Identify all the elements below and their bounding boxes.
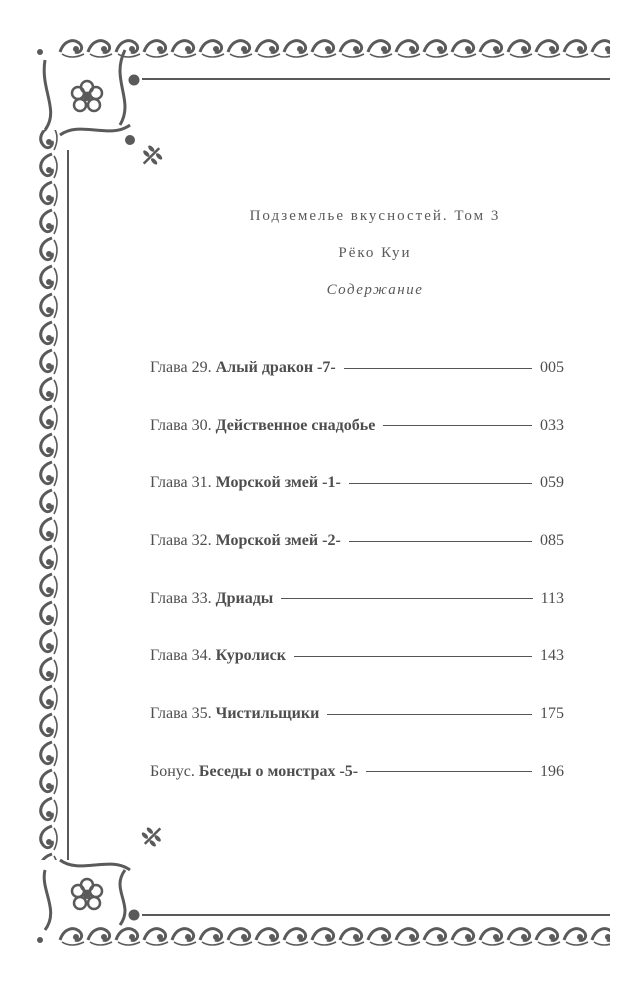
table-of-contents: [150, 356, 564, 818]
toc-entry: [150, 356, 564, 380]
chapter-number: Глава 34.: [150, 647, 212, 665]
chapter-number: Глава 30.: [150, 416, 212, 434]
toc-entry: [150, 760, 564, 784]
chapter-title: Куролиск: [215, 647, 286, 665]
chapter-number: Глава 31.: [150, 474, 212, 492]
leader-line: [349, 483, 532, 484]
toc-entry: [150, 644, 564, 668]
toc-entry: [150, 702, 564, 726]
leader-line: [366, 771, 532, 772]
top-scroll-band: [58, 36, 610, 60]
leader-line: [344, 368, 532, 369]
bottom-scroll-band: [58, 922, 610, 946]
toc-entry: [150, 529, 564, 553]
page-number: 196: [540, 762, 564, 780]
chapter-title: Дриады: [215, 589, 274, 607]
leader-line: [294, 656, 532, 657]
chapter-title: Действенное снадобье: [215, 416, 376, 434]
leaf-sprig-icon: [138, 821, 167, 850]
book-author: Рёко Куи: [338, 245, 412, 261]
chapter-title: Морской змей -2-: [215, 532, 341, 550]
chapter-number: Глава 33.: [150, 589, 212, 607]
chapter-number: Глава 32.: [150, 532, 212, 550]
chapter-number: Глава 35.: [150, 705, 212, 723]
chapter-number: Бонус.: [150, 762, 195, 780]
page-number: 113: [540, 589, 564, 607]
page-number: 175: [540, 705, 564, 723]
chapter-title: Морской змей -1-: [215, 474, 341, 492]
page-number: 033: [540, 416, 564, 434]
leaf-sprig-icon: [137, 142, 166, 171]
page-number: 085: [540, 532, 564, 550]
flower-rosette-icon: [72, 879, 102, 909]
toc-entry: [150, 471, 564, 495]
page-number: 005: [540, 359, 564, 376]
chapter-title: Алый дракон -7-: [215, 359, 336, 376]
contents-heading: Содержание: [326, 282, 424, 298]
toc-entry: [150, 587, 564, 611]
leader-line: [383, 425, 532, 426]
left-scroll-band: [36, 130, 60, 860]
toc-entry: [150, 414, 564, 438]
leader-line: [327, 714, 532, 715]
leader-line: [349, 541, 532, 542]
book-title: Подземелье вкусностей. Том 3: [249, 208, 501, 224]
chapter-number: Глава 29.: [150, 359, 212, 376]
page-number: 059: [540, 474, 564, 492]
flower-rosette-icon: [71, 81, 103, 113]
chapter-title: Чистильщики: [215, 705, 320, 723]
page-number: 143: [540, 647, 564, 665]
leader-line: [281, 598, 532, 599]
chapter-title: Беседы о монстрах -5-: [198, 762, 359, 780]
